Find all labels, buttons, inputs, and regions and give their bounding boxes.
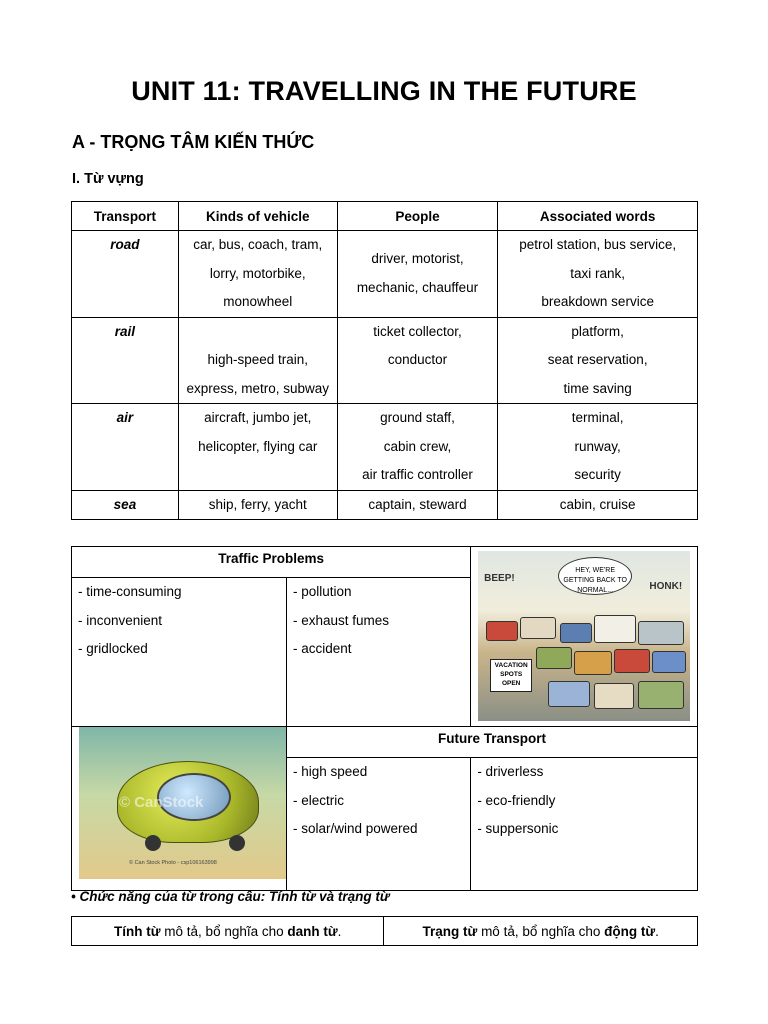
adverb-target: động từ <box>604 923 656 939</box>
car-shape <box>638 681 684 709</box>
people-air <box>337 404 498 491</box>
table-row-air <box>72 404 698 491</box>
cell-line: mechanic, chauffeur <box>356 279 479 295</box>
list-item: - pollution <box>293 584 352 599</box>
problems-column-1 <box>72 578 287 727</box>
future-column-1 <box>287 758 471 891</box>
list-item: - time-consuming <box>78 584 182 599</box>
image-caption: © Can Stock Photo - csp106163998 <box>129 859 217 866</box>
transport-sea: sea <box>72 490 179 520</box>
table-row-sea <box>72 490 698 520</box>
list-item: - inconvenient <box>78 612 163 628</box>
transport-rail: rail <box>72 317 179 404</box>
vehicles-sea: ship, ferry, yacht <box>178 490 337 520</box>
problems-column-2 <box>287 578 471 727</box>
cell-line: aircraft, jumbo jet, <box>204 410 312 425</box>
list-item: - electric <box>293 792 345 808</box>
adjective-term: Tính từ <box>114 923 161 939</box>
future-vehicle-illustration <box>79 727 286 879</box>
cell-line: terminal, <box>571 410 624 425</box>
list-item: - exhaust fumes <box>293 612 390 628</box>
function-heading: • Chức năng của từ trong câu: Tính từ và trạng từ <box>71 889 390 904</box>
cartoon-beep-text: BEEP! <box>484 573 515 584</box>
cell-line: lorry, motorbike, <box>209 265 306 281</box>
cartoon-honk-text: HONK! <box>649 581 683 592</box>
section-heading-vocabulary: I. Từ vựng <box>72 171 144 187</box>
cell-line: taxi rank, <box>570 265 626 281</box>
list-item: - high speed <box>293 764 368 779</box>
car-shape <box>520 617 556 639</box>
table-row-road <box>72 231 698 318</box>
people-sea: captain, steward <box>337 490 498 520</box>
list-item: - eco-friendly <box>477 792 556 808</box>
words-rail <box>498 317 698 404</box>
cell-line: time saving <box>563 380 632 396</box>
words-air <box>498 404 698 491</box>
car-shape <box>594 683 634 709</box>
table-header-row <box>72 202 698 231</box>
cell-line: security <box>574 467 621 482</box>
problems-future-table <box>71 546 698 891</box>
wheel-shape <box>229 835 245 851</box>
cell-line: high-speed train, <box>207 352 309 367</box>
car-shape <box>594 615 636 643</box>
traffic-problems-header: Traffic Problems <box>72 547 471 578</box>
cell-line: platform, <box>571 323 624 339</box>
list-item: - solar/wind powered <box>293 821 418 836</box>
section-heading-a: A - TRỌNG TÂM KIẾN THỨC <box>72 132 315 152</box>
future-vehicle-image-cell <box>72 727 287 891</box>
cell-line: breakdown service <box>541 294 654 309</box>
vocabulary-table <box>71 201 698 520</box>
car-shape <box>548 681 590 707</box>
list-item: - accident <box>293 641 352 656</box>
traffic-cartoon-cell <box>471 547 698 727</box>
adverb-term: Trạng từ <box>422 923 478 939</box>
car-shape <box>536 647 572 669</box>
cell-line: helicopter, flying car <box>198 438 318 454</box>
car-shape <box>560 623 592 643</box>
header-people: People <box>337 202 498 231</box>
list-item: - driverless <box>477 764 544 779</box>
transport-air: air <box>72 404 179 491</box>
adjective-target: danh từ <box>287 923 338 939</box>
vehicles-air <box>178 404 337 491</box>
list-item: - gridlocked <box>78 641 148 656</box>
cartoon-speech-bubble: HEY, WE'RE GETTING BACK TO NORMAL... <box>558 557 632 595</box>
cell-line: petrol station, bus service, <box>519 237 677 252</box>
future-column-2 <box>471 758 698 891</box>
table-row-rail <box>72 317 698 404</box>
cell-line: express, metro, subway <box>186 380 330 396</box>
traffic-jam-cartoon <box>478 551 690 721</box>
cell-line: car, bus, coach, tram, <box>193 237 323 252</box>
header-kinds-of-vehicle: Kinds of vehicle <box>178 202 337 231</box>
cell-line: seat reservation, <box>547 352 648 367</box>
car-shape <box>638 621 684 645</box>
people-road <box>337 231 498 318</box>
car-shape <box>652 651 686 673</box>
words-road <box>498 231 698 318</box>
header-associated-words: Associated words <box>498 202 698 231</box>
vacation-sign: VACATION SPOTS OPEN <box>490 659 532 692</box>
people-rail <box>337 317 498 404</box>
car-shape <box>614 649 650 673</box>
car-shape <box>486 621 518 641</box>
page-title: UNIT 11: TRAVELLING IN THE FUTURE <box>131 76 637 106</box>
cell-line: driver, motorist, <box>371 251 464 267</box>
transport-road: road <box>72 231 179 318</box>
punctuation: . <box>655 923 659 939</box>
header-transport: Transport <box>72 202 179 231</box>
vehicles-road <box>178 231 337 318</box>
cell-line: monowheel <box>223 294 293 309</box>
cell-line: cabin crew, <box>383 438 452 454</box>
cell-line: air traffic controller <box>362 467 473 482</box>
words-sea: cabin, cruise <box>498 490 698 520</box>
cell-line: conductor <box>387 352 448 367</box>
adjective-desc: mô tả, bổ nghĩa cho <box>160 923 288 939</box>
cell-line: ground staff, <box>380 410 455 425</box>
adjective-cell <box>72 917 384 946</box>
adverb-desc: mô tả, bổ nghĩa cho <box>477 923 605 939</box>
cell-line: runway, <box>574 438 621 454</box>
car-shape <box>574 651 612 675</box>
adverb-cell <box>384 917 698 946</box>
cell-line: ticket collector, <box>373 323 462 339</box>
adjective-adverb-table <box>71 916 698 946</box>
image-watermark: © CanStock <box>119 794 204 811</box>
punctuation: . <box>337 923 342 939</box>
future-transport-header: Future Transport <box>287 727 698 758</box>
list-item: - suppersonic <box>477 821 559 836</box>
vehicles-rail <box>178 317 337 404</box>
